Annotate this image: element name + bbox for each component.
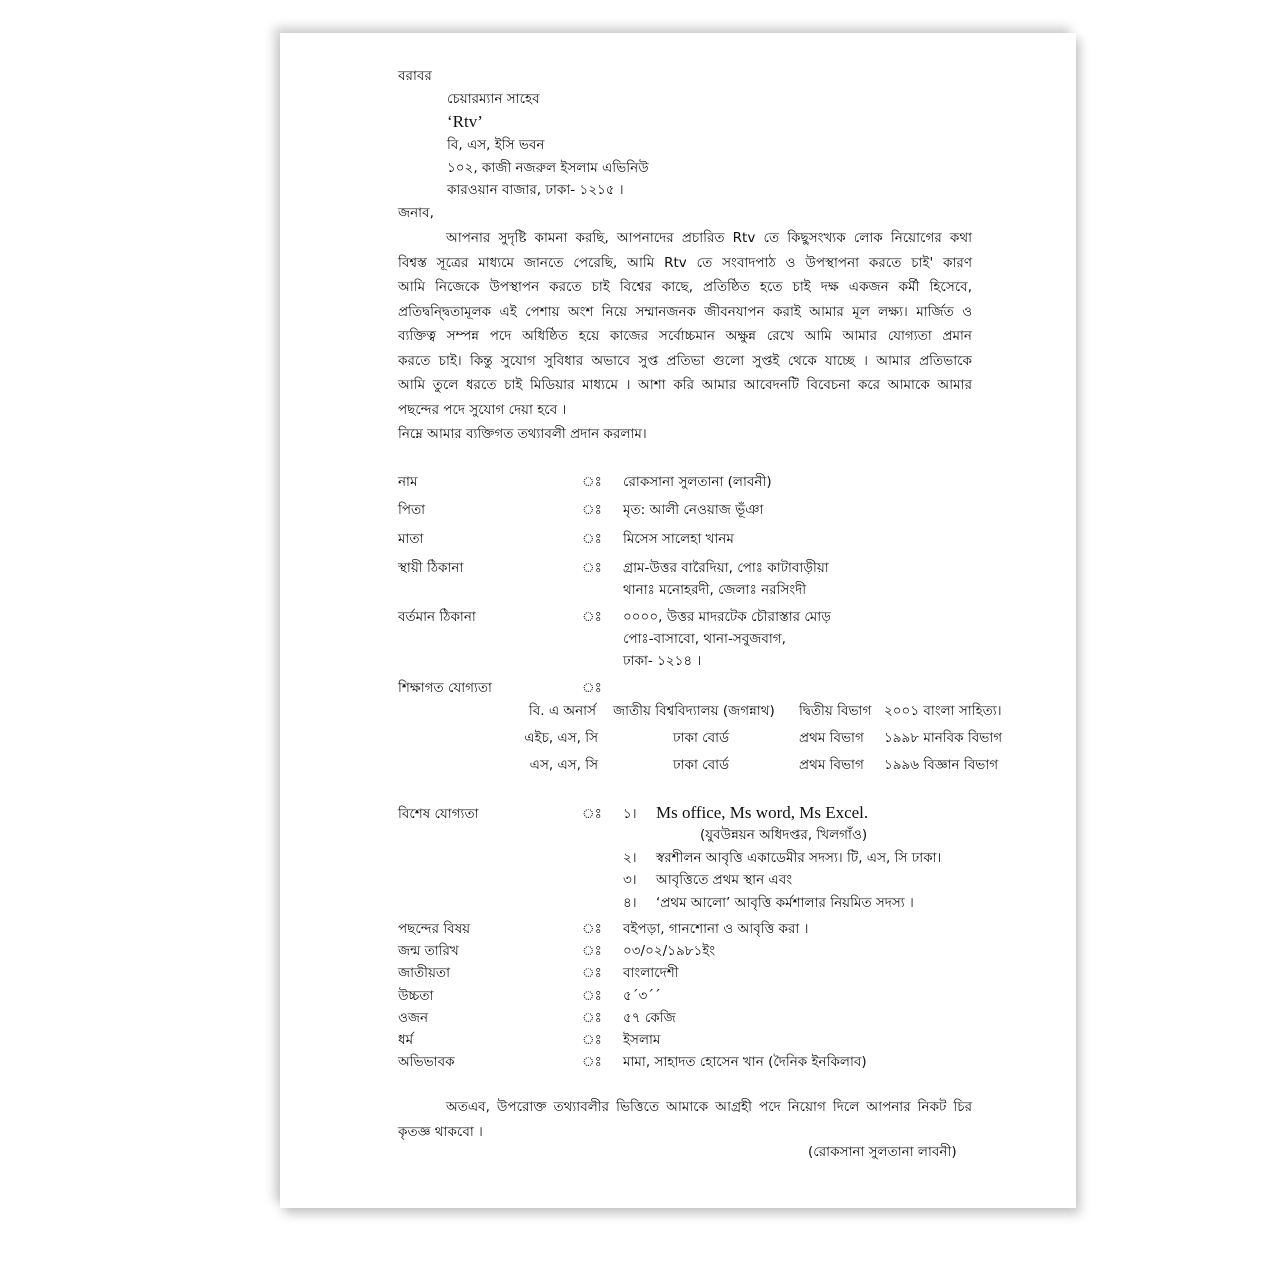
colon: ঃ bbox=[582, 502, 602, 518]
skill-2-text: স্বরশীলন আবৃত্তি একাডেমীর সদস্য। টি, এস, সি ঢাকা। bbox=[656, 850, 942, 866]
value-height: ৫´৩´´ bbox=[623, 988, 661, 1004]
label-special-skills: বিশেষ যোগ্যতা bbox=[398, 806, 479, 822]
value-permanent-address-2: থানাঃ মনোহরদী, জেলাঃ নরসিংদী bbox=[623, 582, 807, 598]
colon: ঃ bbox=[582, 1032, 602, 1048]
recipient-line-1: চেয়ারম্যান সাহেব bbox=[447, 91, 540, 107]
label-name: নাম bbox=[398, 474, 418, 490]
colon: ঃ bbox=[582, 988, 602, 1004]
skill-2-num: ২। bbox=[623, 850, 637, 866]
value-father: মৃত: আলী নেওয়াজ ভূঁঞা bbox=[623, 502, 764, 518]
edu-year-subject: ১৯৯৬ বিজ্ঞান বিভাগ bbox=[884, 757, 999, 773]
colon: ঃ bbox=[582, 531, 602, 547]
recipient-line-4: ১০২, কাজী নজরুল ইসলাম এভিনিউ bbox=[447, 160, 649, 176]
colon: ঃ bbox=[582, 560, 602, 576]
recipient-line-2: ‘Rtv’ bbox=[447, 112, 483, 131]
skill-4-text: ‘প্রথম আলো’ আবৃত্তি কর্মশালার নিয়মিত সদস্য । bbox=[656, 895, 914, 911]
body-line: আপনার সুদৃষ্টি কামনা করছি, আপনাদের প্রচারিত Rtv তে কিছুসংখ্যক লোক নিয়োগের কথা bbox=[446, 230, 972, 246]
colon: ঃ bbox=[582, 680, 602, 696]
edu-year-subject: ২০০১ বাংলা সাহিত্য। bbox=[884, 703, 1002, 719]
intro-info: নিম্নে আমার ব্যক্তিগত তথ্যাবলী প্রদান করলাম। bbox=[398, 426, 647, 442]
value-name: রোকসানা সুলতানা (লাবনী) bbox=[623, 474, 772, 490]
value-guardian: মামা, সাহাদত হোসেন খান (দৈনিক ইনকিলাব) bbox=[623, 1054, 867, 1070]
edu-degree: এস, এস, সি bbox=[529, 757, 598, 773]
edu-degree: বি. এ অনার্স bbox=[528, 703, 596, 719]
label-father: পিতা bbox=[398, 502, 426, 518]
value-weight: ৫৭ কেজি bbox=[623, 1010, 676, 1026]
colon: ঃ bbox=[582, 474, 602, 490]
body-line: ব্যক্তিত্ব সম্পন্ন পদে অধিষ্ঠিত হয়ে কাজের সর্বোচ্চমান অক্ষুন্ন রেখে আমি আমার যোগ্যতা প্রমান bbox=[398, 328, 972, 344]
colon: ঃ bbox=[582, 921, 602, 937]
edu-year-subject: ১৯৯৮ মানবিক বিভাগ bbox=[884, 730, 1003, 746]
label-permanent-address: স্থায়ী ঠিকানা bbox=[398, 560, 464, 576]
body-line: আমি তুলে ধরতে চাই মিডিয়ার মাধ্যমে । আশা করি আমার আবেদনটি বিবেচনা করে আমাকে আমার bbox=[398, 377, 972, 393]
value-hobbies: বইপড়া, গানশোনা ও আবৃত্তি করা । bbox=[623, 921, 809, 937]
label-nationality: জাতীয়তা bbox=[398, 965, 450, 981]
document-page bbox=[280, 33, 1076, 1208]
label-guardian: অভিভাবক bbox=[398, 1054, 455, 1070]
label-education: শিক্ষাগত যোগ্যতা bbox=[398, 680, 492, 696]
value-nationality: বাংলাদেশী bbox=[623, 965, 679, 981]
salutation-to: বরাবর bbox=[398, 68, 432, 84]
body-line: বিশ্বস্ত সূত্রের মাধ্যমে জানতে পেরেছি, আমি Rtv তে সংবাদপাঠ ও উপস্থাপনা করতে চাই' কারণ bbox=[398, 254, 972, 271]
skill-4-num: ৪। bbox=[623, 895, 637, 911]
label-hobbies: পছন্দের বিষয় bbox=[398, 921, 471, 937]
value-present-address-1: ০০০০, উত্তর মাদরটেক চৌরাস্তার মোড় bbox=[623, 609, 831, 625]
skill-3-text: আবৃত্তিতে প্রথম স্থান এবং bbox=[656, 872, 793, 888]
colon: ঃ bbox=[582, 1010, 602, 1026]
label-birth-date: জন্ম তারিখ bbox=[398, 943, 459, 959]
body-line: প্রতিদ্বন্দ্বিতামূলক এই পেশায় অংশ নিয়ে সম্মানজনক জীবনযাপন করাই আমার মূল লক্ষ্য। মার্জিত ও bbox=[398, 303, 972, 320]
value-present-address-3: ঢাকা- ১২১৪ । bbox=[623, 653, 702, 669]
recipient-line-5: কারওয়ান বাজার, ঢাকা- ১২১৫ । bbox=[447, 182, 624, 198]
value-birth-date: ০৩/০২/১৯৮১ইং bbox=[623, 943, 716, 959]
colon: ঃ bbox=[582, 965, 602, 981]
signature: (রোকসানা সুলতানা লাবনী) bbox=[808, 1144, 957, 1160]
edu-institution: জাতীয় বিশ্ববিদ্যালয় (জগন্নাথ) bbox=[613, 703, 775, 719]
value-present-address-2: পোঃ-বাসাবো, থানা-সবুজবাগ, bbox=[623, 631, 786, 647]
skill-1-sub: (যুবউন্নয়ন অধিদপ্তর, খিলগাঁও) bbox=[700, 827, 868, 843]
value-permanent-address-1: গ্রাম-উত্তর বারৈদিয়া, পোঃ কাটাবাড়ীয়া bbox=[623, 560, 829, 576]
closing-paragraph bbox=[398, 1095, 972, 1144]
body-line: আমি নিজেকে উপস্থাপন করতে চাই বিশ্বের কাছে, প্রতিষ্ঠিত হতে চাই দক্ষ একজন কর্মী হিসেবে, bbox=[398, 279, 972, 295]
edu-division: দ্বিতীয় বিভাগ bbox=[799, 703, 872, 719]
skill-3-num: ৩। bbox=[623, 872, 637, 888]
closing-line: অতএব, উপরোক্ত তথ্যাবলীর ভিত্তিতে আমাকে আগ্রহী পদে নিয়োগ দিলে আপনার নিকট চির bbox=[446, 1099, 972, 1115]
label-weight: ওজন bbox=[398, 1010, 429, 1026]
skill-1-text: Ms office, Ms word, Ms Excel. bbox=[656, 803, 869, 822]
label-mother: মাতা bbox=[398, 531, 424, 547]
closing-line: কৃতজ্ঞ থাকবো । bbox=[398, 1123, 483, 1140]
edu-institution: ঢাকা বোর্ড bbox=[672, 757, 730, 773]
edu-institution: ঢাকা বোর্ড bbox=[672, 730, 730, 746]
body-paragraph bbox=[398, 226, 972, 422]
skill-1-num: ১। bbox=[623, 806, 637, 822]
value-religion: ইসলাম bbox=[623, 1032, 661, 1048]
body-line: পছন্দের পদে সুযোগ দেয়া হবে । bbox=[398, 401, 567, 418]
label-present-address: বর্তমান ঠিকানা bbox=[398, 609, 476, 625]
recipient-line-3: বি, এস, ইসি ভবন bbox=[447, 137, 545, 153]
colon: ঃ bbox=[582, 943, 602, 959]
greeting: জনাব, bbox=[398, 205, 434, 221]
body-line: করতে চাই। কিন্তু সুযোগ সুবিধার অভাবে সুপ্ত প্রতিভা গুলো সুপ্তই থেকে যাচ্ছে । আমার প্রতিভাকে bbox=[398, 352, 972, 369]
edu-division: প্রথম বিভাগ bbox=[799, 730, 864, 746]
label-height: উচ্চতা bbox=[398, 988, 434, 1004]
colon: ঃ bbox=[582, 609, 602, 625]
colon: ঃ bbox=[582, 806, 602, 822]
label-religion: ধর্ম bbox=[398, 1032, 414, 1048]
colon: ঃ bbox=[582, 1054, 602, 1070]
edu-degree: এইচ, এস, সি bbox=[524, 730, 598, 746]
edu-division: প্রথম বিভাগ bbox=[799, 757, 864, 773]
value-mother: মিসেস সালেহা খানম bbox=[623, 531, 734, 547]
